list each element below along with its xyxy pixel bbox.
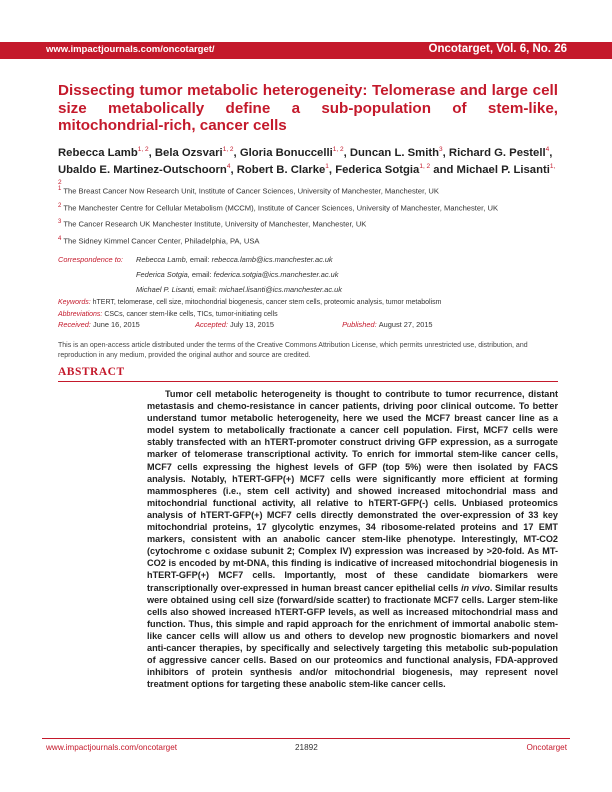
author-affiliation-mark: 4 (226, 162, 231, 170)
author-name: Michael P. Lisanti (456, 163, 550, 176)
correspondence-name: Federica Sotgia, (136, 270, 190, 279)
email-label: email: (191, 270, 212, 279)
affiliation-text: The Sidney Kimmel Cancer Center, Philadelphia, PA, USA (63, 236, 260, 246)
author: Duncan L. Smith$^3$, (349, 146, 449, 159)
author-name: Bela Ozsvari (154, 146, 223, 159)
affiliation (58, 201, 558, 214)
author-affiliation-mark: 3 (439, 146, 443, 153)
affiliation-text: The Cancer Research UK Manchester Institute, University of Manchester, Manchester, UK (63, 219, 367, 229)
author-affiliation-mark: 1, 2 (222, 146, 234, 153)
correspondence-email[interactable]: rebecca.lamb@ics.manchester.ac.uk (211, 255, 333, 264)
article-dates (58, 320, 558, 329)
header-bar (0, 42, 612, 59)
author-name: Richard G. Pestell (448, 146, 546, 159)
keywords (58, 297, 568, 309)
author-name: Duncan L. Smith (349, 146, 439, 159)
correspondence-row (58, 255, 578, 270)
footer-divider (42, 738, 570, 739)
email-label: email: (189, 255, 210, 264)
page-number: 21892 (295, 743, 318, 752)
correspondence-entry (136, 255, 333, 270)
author: Robert B. Clarke$^1$, (236, 162, 336, 176)
author: Bela Ozsvari$^{1, 2}$, (154, 146, 240, 159)
author: Federica Sotgia$^{1, 2}$ and (335, 162, 457, 176)
author-affiliation-mark: 1 (325, 162, 329, 170)
abstract-body: Tumor cell metabolic heterogeneity is thought to contribute to tumor recurrence, distant metastasis and chemo-resistance in cancer patients, driving poor clinical outcome. To better understand tumor metabolic heterogeneity, here we used the MCF7 breast cancer line as a model system to metabolically fractionate a cancer cell population. First, MCF7 cells were stably transfected with an hTERT-promoter construct driving GFP expression, as a surrogate marker of telomerase transcriptional activity. To enrich for immortal stem-like cancer cells, MCF7 cells expressing the highest levels of GFP (top 5%) were then isolated by FACS analysis. Notably, hTERT-GFP(+) MCF7 cells were significantly more efficient at forming mammospheres (i.e., stem cell activity) and showed increased mitochondrial mass and mitochondrial functional activity, all relative to hTERT-GFP(-) cells. Unbiased proteomics analysis of hTERT-GFP(+) MCF7 cells directly demonstrated the over-expression of 33 key mitochondrial proteins, 17 glycolytic enzymes, 34 ribosome-related proteins and 17 EMT markers, consistent with an anabolic cancer stem-like phenotype. Interestingly, MT-CO2 (cytochrome c oxidase subunit 2; Complex IV) expression was increased by >20-fold. As MT-CO2 is encoded by mt-DNA, this finding is indicative of increased mitochondrial biogenesis in hTERT-GFP(+) MCF7 cells. Importantly, most of these candidate biomarkers were transcriptionally over-expressed in human breast cancer epithelial cells in vivo. Similar results were obtained using cell size (forward/side scatter) to fractionate MCF7 cells. Larger stem-like cells also showed increased hTERT-GFP levels, as well as increased mitochondrial mass and function. Thus, this simple and rapid approach for the enrichment of immortal anabolic stem-like cancer cells will allow us and others to develop new prognostic biomarkers and novel anti-cancer therapies, by specifically and selectively targeting this metabolic sub-population of aggressive cancer cells. Based on our proteomics and functional analysis, FDA-approved inhibitors of protein synthesis and/or mitochondrial biogenesis, may represent novel treatment options for targeting these anabolic stem-like cancer cells. (147, 389, 558, 690)
keywords-block (58, 297, 568, 320)
affiliation (58, 217, 558, 230)
affiliation-number: 3 (58, 219, 62, 226)
author-affiliation-mark: 1, 2 (58, 162, 556, 187)
header-journal: Oncotarget, Vol. 6, No. 26 (428, 43, 567, 55)
author-affiliation-mark: 1, 2 (419, 162, 431, 170)
correspondence-name: Rebecca Lamb, (136, 255, 188, 264)
author-name: Robert B. Clarke (236, 163, 326, 176)
affiliation-list (58, 184, 558, 250)
article-title: Dissecting tumor metabolic heterogeneity: Telomerase and large cell size metabolically define a sub-population of stem-like, mitochondrial-rich, cancer cells (58, 82, 558, 134)
published-date: Published: August 27, 2015 (342, 320, 433, 329)
keywords-text: hTERT, telomerase, cell size, mitochondrial biogenesis, cancer stem cells, proteomic analysis, tumor metabolism (92, 299, 442, 306)
accepted-date: Accepted: July 13, 2015 (195, 320, 274, 329)
affiliation (58, 234, 558, 247)
author: Gloria Bonuccelli$^{1, 2}$, (239, 146, 350, 159)
correspondence (58, 255, 578, 300)
affiliation-number: 2 (58, 202, 62, 209)
footer-journal: Oncotarget (526, 743, 567, 752)
author: Richard G. Pestell$^4$, (448, 146, 553, 159)
abstract-heading: ABSTRACT (58, 366, 125, 378)
footer-url[interactable]: www.impactjournals.com/oncotarget (46, 743, 178, 752)
affiliation-text: The Manchester Centre for Cellular Metabolism (MCCM), Institute of Cancer Sciences, University of Manchester, Manchester, UK (63, 203, 499, 213)
license-statement: This is an open-access article distributed under the terms of the Creative Commons Attribution License, which permits unrestricted use, distribution, and reproduction in any medium, provided the original author and source are credited. (58, 342, 528, 359)
correspondence-name: Michael P. Lisanti, (136, 285, 196, 294)
correspondence-email[interactable]: federica.sotgia@ics.manchester.ac.uk (213, 270, 339, 279)
affiliation-number: 1 (58, 186, 62, 192)
author-name: Rebecca Lamb (58, 146, 138, 159)
author-affiliation-mark: 1, 2 (137, 146, 149, 153)
affiliation (58, 184, 558, 197)
correspondence-row (58, 270, 578, 285)
abbreviations-label: Abbreviations: (58, 310, 103, 318)
author-affiliation-mark: 1, 2 (332, 146, 344, 153)
author-affiliation-mark: 4 (545, 146, 550, 153)
affiliation-number: 4 (58, 235, 62, 242)
correspondence-email[interactable]: michael.lisanti@ics.manchester.ac.uk (218, 285, 342, 294)
abbreviations (58, 309, 568, 321)
correspondence-entry (136, 270, 338, 285)
abbreviations-text: CSCs, cancer stem-like cells, TICs, tumor-initiating cells (104, 310, 278, 318)
author-name: Federica Sotgia (335, 163, 420, 176)
keywords-label: Keywords: (58, 299, 91, 306)
header-url[interactable]: www.impactjournals.com/oncotarget/ (46, 44, 215, 55)
email-label: email: (197, 285, 217, 294)
author: Rebecca Lamb$^{1, 2}$, (58, 146, 155, 159)
author: Ubaldo E. Martinez-Outschoorn$^4$, (58, 162, 237, 176)
abstract-divider (58, 381, 558, 382)
correspondence-label: Correspondence to: (58, 255, 123, 264)
affiliation-text: The Breast Cancer Now Research Unit, Institute of Cancer Sciences, University of Manchester, Manchester, UK (63, 186, 439, 196)
author-name: Gloria Bonuccelli (239, 146, 333, 159)
author-name: Ubaldo E. Martinez-Outschoorn (58, 163, 227, 176)
received-date: Received: June 16, 2015 (58, 320, 140, 329)
